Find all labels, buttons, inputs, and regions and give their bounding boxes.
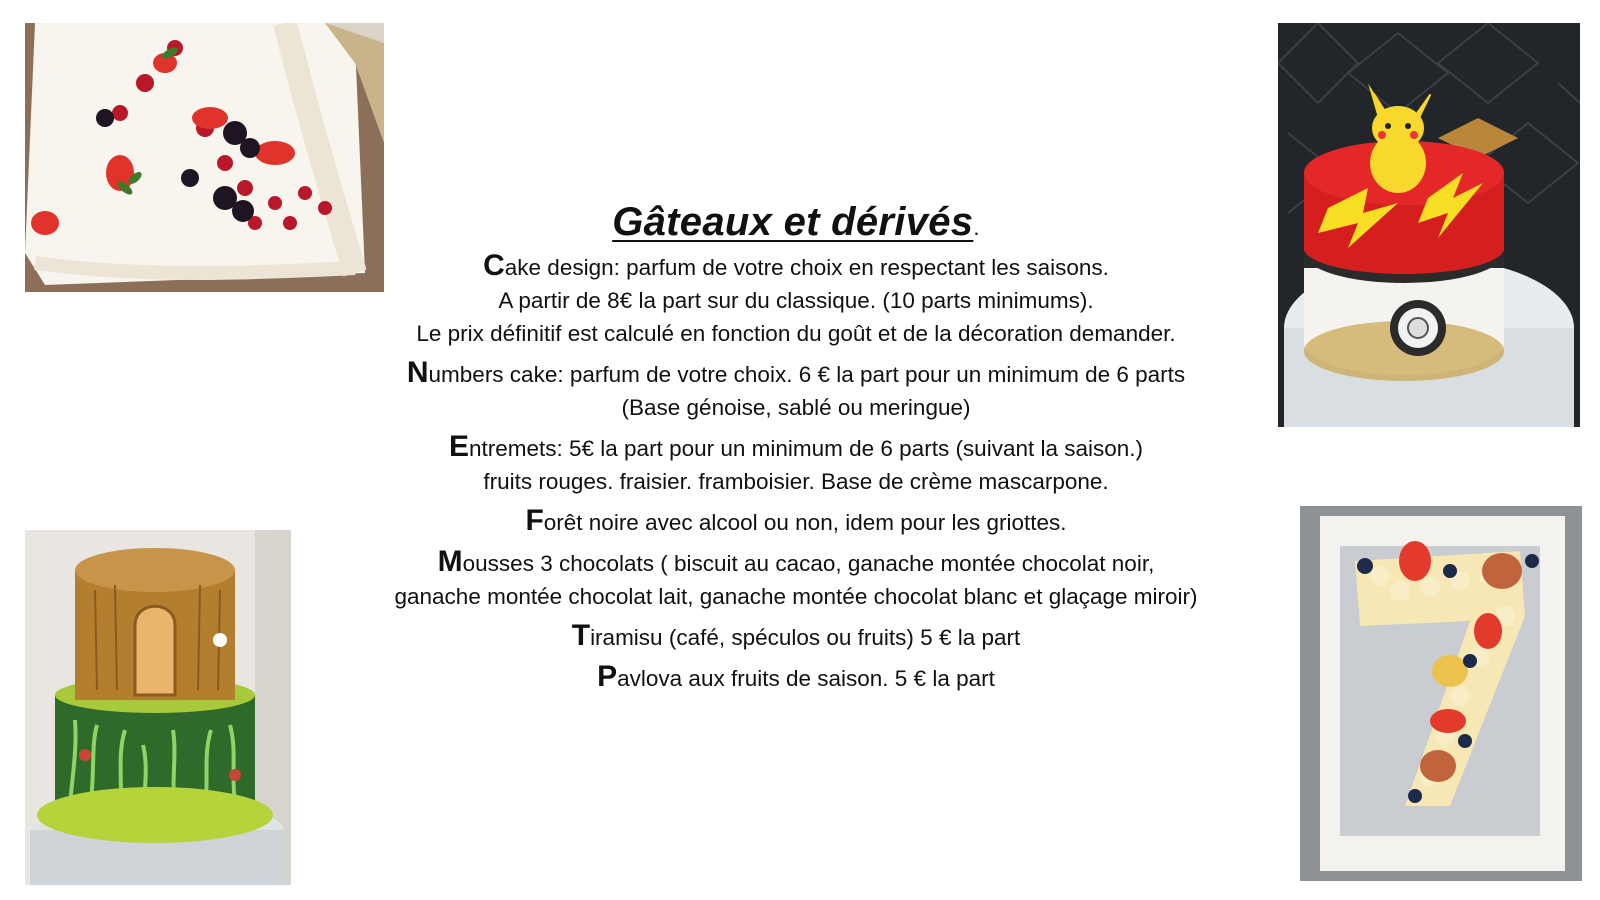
item-heading [296,545,1296,580]
item-heading [296,660,1296,695]
page-title-suffix: . [973,215,980,240]
item-entremets [296,430,1296,498]
item-pavlova [296,660,1296,695]
item-detail: A partir de 8€ la part sur du classique. (10 parts minimums). [498,288,1094,313]
item-text: iramisu (café, spéculos ou fruits) 5 € la part [590,625,1021,650]
page-title [296,200,1296,245]
item-text: ousses 3 chocolats ( biscuit au cacao, ganache montée chocolat noir, [462,551,1155,576]
item-text: umbers cake: parfum de votre choix. 6 € la part pour un minimum de 6 parts [428,362,1186,387]
item-heading [296,356,1296,391]
item-detail: (Base génoise, sablé ou meringue) [621,395,971,420]
item-mousses [296,545,1296,613]
menu-content [296,200,1296,701]
item-text: ntremets: 5€ la part pour un minimum de 6 parts (suivant la saison.) [468,436,1144,461]
item-numbers-cake [296,356,1296,424]
page-title-text: Gâteaux et dérivés [612,200,974,244]
item-detail: Le prix définitif est calculé en fonction du goût et de la décoration demander. [416,321,1176,346]
pikachu-pokeball-cake-photo [1278,23,1580,427]
item-initial: E [448,430,469,463]
item-text: avlova aux fruits de saison. 5 € la part [617,666,995,691]
item-foret-noire [296,504,1296,539]
item-initial: T [571,619,591,652]
item-tiramisu [296,619,1296,654]
item-initial: F [525,504,544,537]
item-initial: C [483,249,505,282]
item-initial: M [437,545,463,578]
item-detail: ganache montée chocolat lait, ganache montée chocolat blanc et glaçage miroir) [394,584,1198,609]
number-seven-cake-photo [1300,506,1582,881]
item-text: orêt noire avec alcool ou non, idem pour les griottes. [543,510,1067,535]
fairy-house-cake-photo [25,530,291,885]
item-text: ake design: parfum de votre choix en respectant les saisons. [504,255,1109,280]
item-initial: P [597,660,618,693]
item-heading [296,430,1296,465]
item-cake-design [296,249,1296,350]
item-heading [296,504,1296,539]
item-initial: N [406,356,429,389]
item-heading [296,619,1296,654]
item-detail: fruits rouges. fraisier. framboisier. Base de crème mascarpone. [483,469,1109,494]
item-heading [296,249,1296,284]
